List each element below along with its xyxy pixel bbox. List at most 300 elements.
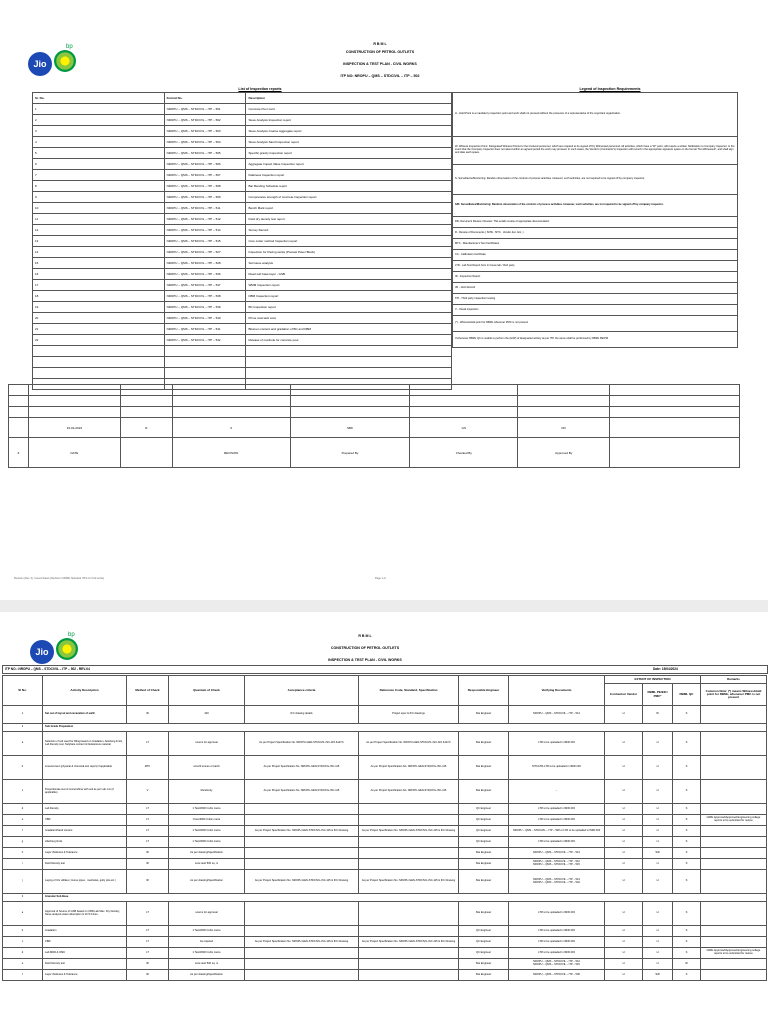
row-responsible: Site Engineer: [459, 780, 509, 804]
row-acceptance: [245, 948, 359, 959]
bp-text-2: bp: [68, 632, 75, 638]
row-reference: [359, 902, 459, 926]
section-title: Sub Grade Preparation: [43, 724, 767, 732]
report-desc: Bench Mark report: [246, 203, 452, 214]
reports-table: [32, 92, 452, 390]
h-reference: Reference Code, Standard, Specification: [359, 676, 459, 706]
row-contractor: H: [605, 937, 643, 948]
h-responsible: Responsible Engineer: [459, 676, 509, 706]
report-row: [33, 313, 452, 324]
report-row-empty: [33, 368, 452, 379]
row-reference: As per Project Specification No. NROPU-GEN-STDCIVIL-ISC-115 & IFC Drawing: [359, 826, 459, 837]
row-rbml-qc: S: [673, 826, 701, 837]
itp-page-2: [0, 612, 768, 1024]
row-rbml-pmc: H: [643, 780, 673, 804]
row-verifying: LTR to be uploaded in IMIR 203: [509, 937, 605, 948]
jio-logo-icon: Jio: [28, 52, 52, 76]
row-acceptance: [245, 902, 359, 926]
row-acceptance: [245, 859, 359, 870]
row-contractor: H: [605, 826, 643, 837]
row-activity: Laying of UG utilities ( Hume pipes , manholes, gully pits etc.): [43, 870, 127, 894]
page-separator: [0, 600, 768, 612]
row-quantum: source for approval: [169, 902, 245, 926]
row-remarks: [701, 926, 767, 937]
row-activity: Approval of Source of GSB based on CBR,Lab Max. Dry Density, Sieve analysis water absorption & 10 % Fines.: [43, 902, 127, 926]
report-row: [33, 269, 452, 280]
col-format: Format No.: [164, 93, 246, 104]
report-row: [33, 170, 452, 181]
row-reference: Project spec & IFC drawings: [359, 706, 459, 724]
row-rbml-qc: S: [673, 756, 701, 780]
row-acceptance: [245, 926, 359, 937]
legend-item: S/R- Surveillance/Monitoring: Random observation of the controls of process activities. However, such activities, are not required to be signed off by company inspector.: [453, 195, 738, 217]
legend-item: V - Visual inspection: [453, 305, 738, 316]
row-acceptance: As per Project Specification No. NROPU-GEN-STDCIVIL-ISC-115 & IFC Drawing: [245, 937, 359, 948]
row-activity: Gradation/Sand content: [43, 826, 127, 837]
plan-title-2: INSPECTION & TEST PLAN - CIVIL WORKS: [328, 658, 402, 662]
report-format: NROPU – QMS – STDCIVIL – ITP – 528: [164, 258, 246, 269]
jio-logo-icon-2: Jio: [30, 640, 54, 664]
row-rbml-pmc: H: [643, 937, 673, 948]
report-row: [33, 324, 452, 335]
rev-h-checked: Checked By: [410, 438, 518, 468]
report-row: [33, 214, 452, 225]
row-rbml-qc: S: [673, 732, 701, 756]
section-row: [3, 894, 767, 902]
row-remarks: [701, 902, 767, 926]
report-desc: Road sub base layer - GSB: [246, 269, 452, 280]
row-responsible: Site Engineer: [459, 870, 509, 894]
report-format: NROPU – QMS – STDCIVIL – ITP – 541: [164, 324, 246, 335]
row-sno: f: [3, 826, 43, 837]
rev-approved: MV: [518, 418, 610, 438]
itp-bar: [2, 665, 768, 674]
rev-date: 15-04-2024: [28, 418, 120, 438]
row-contractor: H: [605, 837, 643, 848]
bp-helios-icon: [54, 50, 76, 72]
row-method: LT: [127, 804, 169, 815]
report-desc: Soil sieve analysis: [246, 258, 452, 269]
row-acceptance: As per Project Specification No. NROPU-GEN-STDCIVIL-ISC-115 & IFC Drawing: [245, 870, 359, 894]
report-desc: WMM Inspection report: [246, 280, 452, 291]
row-sno: b: [3, 926, 43, 937]
row-method: IR: [127, 870, 169, 894]
section-row: [3, 724, 767, 732]
row-reference: [359, 804, 459, 815]
report-format: NROPU – QMS – STDCIVIL – ITP – 542: [164, 335, 246, 346]
row-activity: Lab MDD & OMC: [43, 948, 127, 959]
row-remarks: [701, 970, 767, 981]
row-quantum: 1 Test/3000 Cubic metre: [169, 837, 245, 848]
row-responsible: QC Engineer: [459, 804, 509, 815]
row-rbml-qc: S: [673, 780, 701, 804]
row-rbml-qc: S: [673, 948, 701, 959]
h-remarks-sub: Common Note: (*) means Witness/Hold point for RBML, whenever PMC is not present: [701, 684, 767, 706]
legend-item: (*) - Witness/Hold point for RBML whenever PMC is not present: [453, 316, 738, 332]
report-sr: 7: [33, 170, 165, 181]
row-method: LT: [127, 837, 169, 848]
row-method: LT: [127, 926, 169, 937]
row-activity: Gradation: [43, 926, 127, 937]
row-quantum: As required: [169, 937, 245, 948]
row-activity: Layer thickness & Tolerance: [43, 848, 127, 859]
row-quantum: once/3 tonnes or batch: [169, 756, 245, 780]
row-contractor: H: [605, 859, 643, 870]
itp-row: [3, 848, 767, 859]
row-reference: [359, 848, 459, 859]
h-method: Method of Check: [127, 676, 169, 706]
row-remarks: [701, 756, 767, 780]
row-rbml-pmc: H: [643, 948, 673, 959]
report-desc: Concrete Pour card: [246, 104, 452, 115]
report-sr: 14: [33, 247, 165, 258]
row-contractor: H: [605, 780, 643, 804]
row-method: LT: [127, 732, 169, 756]
row-remarks: NABL Approved/Approved Engineering college reports to be submitted for review.: [701, 948, 767, 959]
report-row: [33, 159, 452, 170]
row-responsible: Site Engineer: [459, 859, 509, 870]
row-acceptance: As per Project Specification No. NROPU-GEN-STDCIVIL-ISC-115: [245, 780, 359, 804]
row-remarks: [701, 959, 767, 970]
report-format: NROPU – QMS – STDCIVIL – ITP – 509: [164, 192, 246, 203]
row-reference: [359, 970, 459, 981]
report-sr: 1: [33, 104, 165, 115]
report-desc: Flakiness Inspection report: [246, 170, 452, 181]
row-method: LT: [127, 937, 169, 948]
legend-item: JR - Joint Record: [453, 283, 738, 294]
legend-item: W- Witness Inspection Point: Designated Witness Points for the Involved personnel, which are required to be signed off by Witnessed personnel. All activities, which have a "W" point, will require a written Notification to Company Inspector. In the event that the Company Inspector does not attend within an agreed period the work may proceed. In such cases, the Vendor's (Contractor's) Inspection will record in the appropriate signature space on the format "Not Witnessed", and shall sign and date each space.: [453, 137, 738, 165]
col-desc: Description: [246, 93, 452, 104]
row-responsible: QC Engineer: [459, 815, 509, 826]
report-desc: Compressive strength of concrete Inspection report: [246, 192, 452, 203]
report-format: NROPU – QMS – STDCIVIL – ITP – 539: [164, 302, 246, 313]
row-activity: Field Density test: [43, 959, 127, 970]
report-sr: 18: [33, 291, 165, 302]
legend-item: DR- Document Review / Review: This entails review of appropriate documentation.: [453, 217, 738, 228]
itp-row: [3, 937, 767, 948]
row-rbml-pmc: H: [643, 837, 673, 848]
row-sno: d: [3, 948, 43, 959]
row-contractor: H: [605, 756, 643, 780]
row-contractor: H: [605, 902, 643, 926]
row-rbml-pmc: H: [643, 815, 673, 826]
row-contractor: H: [605, 804, 643, 815]
row-responsible: Site Engineer: [459, 706, 509, 724]
row-contractor: H: [605, 870, 643, 894]
report-sr: 12: [33, 225, 165, 236]
report-desc: Sieve Analysis Coarse Aggregate report: [246, 126, 452, 137]
rev-h-prepared: Prepared By: [290, 438, 410, 468]
report-row: [33, 181, 452, 192]
row-rbml-qc: S: [673, 970, 701, 981]
report-sr: 6: [33, 159, 165, 170]
legend-item: If whenever RBML QC is unable to perform the (H/W) of designated activity as per ITP, the same shall be performed by RBML PE/PM: [453, 332, 738, 348]
row-rbml-pmc: S/R: [643, 848, 673, 859]
row-rbml-qc: S: [673, 706, 701, 724]
report-desc: DBM Inspection report: [246, 291, 452, 302]
report-desc: Core cutter method Inspection report: [246, 236, 452, 247]
itp-row: [3, 815, 767, 826]
row-rbml-qc: W: [673, 959, 701, 970]
report-format: NROPU – QMS – STDCIVIL – ITP – 514: [164, 225, 246, 236]
row-verifying: LTR to be uploaded in IMIR 203: [509, 732, 605, 756]
h-activity: Activity Description: [43, 676, 127, 706]
row-remarks: [701, 837, 767, 848]
h-verifying: Verifying Documents: [509, 676, 605, 706]
row-remarks: [701, 780, 767, 804]
itp-number: ITP NO: NROPU – QMS – STDCIVIL – ITP – 502: [340, 74, 420, 78]
report-desc: Sieve Analysis Sand Inspection report: [246, 137, 452, 148]
report-sr: 8: [33, 181, 165, 192]
row-quantum: 1 Test/3000 Cubic metre: [169, 826, 245, 837]
report-row: [33, 126, 452, 137]
report-desc: Aggregate Impact Value Inspection report: [246, 159, 452, 170]
row-responsible: Site Engineer: [459, 959, 509, 970]
rev-h-no: #: [9, 438, 29, 468]
row-acceptance: [245, 837, 359, 848]
itp-number-2: ITP NO.: NROPU – QMS – STDCIVIL – ITP – 502 - REV-04: [5, 667, 90, 671]
report-format: NROPU – QMS – STDCIVIL – ITP – 506: [164, 159, 246, 170]
report-sr: 20: [33, 313, 165, 324]
row-sno: a: [3, 902, 43, 926]
project-name: CONSTRUCTION OF PETROL OUTLETS: [345, 50, 415, 54]
legend-item: IR - Inspection Report: [453, 272, 738, 283]
row-rbml-pmc: W: [643, 706, 673, 724]
itp-row: [3, 780, 767, 804]
itp-row: [3, 756, 767, 780]
report-format: NROPU – QMS – STDCIVIL – ITP – 508: [164, 181, 246, 192]
row-quantum: source for approval: [169, 732, 245, 756]
itp-date: Date: 15/04/2024: [653, 667, 678, 671]
col-sr: Sr. No.: [33, 93, 165, 104]
legend-title: Legend of Inspection Requirements: [579, 87, 641, 91]
report-desc: Prime coat tack coat: [246, 313, 452, 324]
row-verifying: LTR to be uploaded in IMIR 203: [509, 948, 605, 959]
itp-row: [3, 948, 767, 959]
report-row: [33, 148, 452, 159]
report-format: NROPU – QMS – STDCIVIL – ITP – 504: [164, 137, 246, 148]
row-method: V: [127, 780, 169, 804]
row-activity: Lime/cement (physical & chemical test report) if applicable: [43, 756, 127, 780]
row-responsible: QC Engineer: [459, 937, 509, 948]
row-acceptance: As per Project Specification No. NROPU-GEN-STDCIVIL-ISC-115 & IFC Drawing: [245, 826, 359, 837]
row-rbml-qc: S: [673, 815, 701, 826]
row-contractor: H: [605, 732, 643, 756]
row-rbml-qc: S: [673, 902, 701, 926]
row-responsible: Site Engineer: [459, 756, 509, 780]
row-method: IR: [127, 848, 169, 859]
row-acceptance: As per Project Specification No. NROPU-GEN-STDCIVIL-ISC-115 &117/1: [245, 732, 359, 756]
itp-row: [3, 732, 767, 756]
row-rbml-pmc: H: [643, 804, 673, 815]
itp-row: [3, 804, 767, 815]
row-verifying: NROPU – QMS – STDCIVIL – ITP – 512 NROPU – QMS – STDCIVIL – ITP – 515: [509, 859, 605, 870]
report-sr: 5: [33, 148, 165, 159]
row-sno: 3: [3, 894, 43, 902]
row-sno: h: [3, 848, 43, 859]
legend-item: LTR - Lab Test Report from in house lab / third party: [453, 261, 738, 272]
row-responsible: Site Engineer: [459, 732, 509, 756]
report-row: [33, 291, 452, 302]
row-rbml-pmc: H: [643, 926, 673, 937]
rev-no: R: [120, 418, 172, 438]
revision-table: [8, 384, 740, 468]
h-sno: Sl No.: [3, 676, 43, 706]
rev-desc: 0: [172, 418, 290, 438]
row-rbml-qc: S: [673, 926, 701, 937]
report-desc: Bitumen content and gradation of BC and DBM: [246, 324, 452, 335]
report-sr: 15: [33, 258, 165, 269]
report-row: [33, 137, 452, 148]
report-format: NROPU – QMS – STDCIVIL – ITP – 527: [164, 247, 246, 258]
row-reference: [359, 948, 459, 959]
h-acceptance: Acceptance criteria: [245, 676, 359, 706]
h-extent: EXTENT OF INSPECTION: [605, 676, 701, 684]
itp-row: [3, 959, 767, 970]
row-remarks: [701, 859, 767, 870]
report-sr: 17: [33, 280, 165, 291]
row-contractor: H: [605, 848, 643, 859]
row-rbml-pmc: H: [643, 902, 673, 926]
row-reference: As per Project Specification No. NROPU-GEN-STDCIVIL-ISC-115 & IFC Drawing: [359, 937, 459, 948]
row-method: IR: [127, 959, 169, 970]
row-quantum: Randomly: [169, 780, 245, 804]
row-contractor: H: [605, 706, 643, 724]
legend-item: TPI - Third party inspection/ testing: [453, 294, 738, 305]
reports-title: List of Inspection reports: [238, 87, 282, 91]
row-rbml-pmc: H: [643, 959, 673, 970]
report-format: NROPU – QMS – STDCIVIL – ITP – 511: [164, 203, 246, 214]
row-reference: [359, 837, 459, 848]
row-reference: [359, 859, 459, 870]
report-sr: 13: [33, 236, 165, 247]
row-method: MTC: [127, 756, 169, 780]
report-desc: Release of manhole for concrete pour: [246, 335, 452, 346]
row-method: LT: [127, 948, 169, 959]
company-name-2: R B M L: [358, 634, 372, 638]
row-rbml-qc: S: [673, 848, 701, 859]
row-rbml-qc: S: [673, 870, 701, 894]
report-format: NROPU – QMS – STDCIVIL – ITP – 501: [164, 104, 246, 115]
row-verifying: NROPU – QMS – STDCIVIL – ITP – 514 NROPU – QMS – STDCIVIL – ITP – 542: [509, 870, 605, 894]
row-reference: [359, 815, 459, 826]
legend-item: CC - Calibration Certificate: [453, 250, 738, 261]
report-sr: 22: [33, 335, 165, 346]
row-acceptance: [245, 959, 359, 970]
rev-h-approved: Approved By: [518, 438, 610, 468]
row-acceptance: [245, 815, 359, 826]
h-rbml-pmc: RBML PE/EIC/ PMC*: [643, 684, 673, 706]
bp-helios-icon-2: [56, 638, 78, 660]
report-format: NROPU – QMS – STDCIVIL – ITP – 540: [164, 313, 246, 324]
row-quantum: As per drawing/Specification: [169, 870, 245, 894]
row-sno: i: [3, 859, 43, 870]
report-desc: Sieve Analysis Inspection report: [246, 115, 452, 126]
row-responsible: QC Engineer: [459, 826, 509, 837]
row-acceptance: [245, 970, 359, 981]
row-verifying: NROPU – QMS – STDCIVIL – ITP – 512 NROPU – QMS – STDCIVIL – ITP – 515: [509, 959, 605, 970]
row-sno: j: [3, 870, 43, 894]
report-row: [33, 280, 452, 291]
legend-item: R - Review of Documents ( SOW , MTC , Vendor doc. Etc..): [453, 228, 738, 239]
row-remarks: [701, 804, 767, 815]
itp-row: [3, 902, 767, 926]
report-sr: 2: [33, 115, 165, 126]
plan-title: INSPECTION & TEST PLAN - CIVIL WORKS: [343, 62, 417, 66]
report-sr: 16: [33, 269, 165, 280]
report-desc: Field dry density test report: [246, 214, 452, 225]
row-contractor: H: [605, 948, 643, 959]
row-verifying: LTR to be uploaded in IMIR 203: [509, 902, 605, 926]
report-format: NROPU – QMS – STDCIVIL – ITP – 505: [164, 148, 246, 159]
row-rbml-pmc: H: [643, 732, 673, 756]
legend-table: [452, 92, 738, 348]
row-sno: c: [3, 937, 43, 948]
row-verifying: NROPU – QMS – STDCIVIL – ITP – 536: [509, 970, 605, 981]
row-activity: Lab Density: [43, 804, 127, 815]
row-activity: Layer thickness & Tolerance: [43, 970, 127, 981]
report-row: [33, 258, 452, 269]
row-acceptance: [245, 804, 359, 815]
row-responsible: Site Engineer: [459, 902, 509, 926]
rev-h-revision: REVISION: [172, 438, 290, 468]
row-sno: d: [3, 804, 43, 815]
row-verifying: LTR to be uploaded in IMIR 203: [509, 837, 605, 848]
h-contractor: Contractor/ Vendor: [605, 684, 643, 706]
report-sr: 11: [33, 214, 165, 225]
row-rbml-pmc: H: [643, 870, 673, 894]
row-sno: b: [3, 756, 43, 780]
row-remarks: [701, 732, 767, 756]
report-desc: Bar Bending Schedule report: [246, 181, 452, 192]
row-rbml-qc: S: [673, 859, 701, 870]
row-contractor: H: [605, 926, 643, 937]
itp-row: [3, 826, 767, 837]
report-row-empty: [33, 357, 452, 368]
row-rbml-pmc: H: [643, 826, 673, 837]
report-row: [33, 192, 452, 203]
row-quantum: As per drawing/Specification: [169, 970, 245, 981]
row-responsible: QC Engineer: [459, 837, 509, 848]
row-remarks: [701, 826, 767, 837]
row-method: IR: [127, 970, 169, 981]
row-reference: As per Project Specification No. NROPU-GEN-STDCIVIL-ISC-115 & IFC Drawing: [359, 870, 459, 894]
report-row: [33, 115, 452, 126]
report-row: [33, 236, 452, 247]
row-remarks: [701, 870, 767, 894]
row-activity: CBR: [43, 815, 127, 826]
row-verifying: NROPU – QMS – STDCIVIL – ITP – 528 or LTR to be uploaded in IMIR 203: [509, 826, 605, 837]
report-desc: BC Inspection report: [246, 302, 452, 313]
report-sr: 19: [33, 302, 165, 313]
row-verifying: NROPU – QMS – STDCIVIL – ITP – 514: [509, 848, 605, 859]
row-responsible: QC Engineer: [459, 948, 509, 959]
itp-row: [3, 706, 767, 724]
row-method: LT: [127, 902, 169, 926]
legend-item: MTC - Manufacturer's Test Certificates: [453, 239, 738, 250]
row-contractor: H: [605, 959, 643, 970]
row-quantum: 100: [169, 706, 245, 724]
row-contractor: H: [605, 815, 643, 826]
row-remarks: [701, 937, 767, 948]
row-sno: e: [3, 959, 43, 970]
row-activity: Atterberg limits: [43, 837, 127, 848]
row-acceptance: IFC drawing details: [245, 706, 359, 724]
row-verifying: LTR to be uploaded in IMIR 203: [509, 804, 605, 815]
row-reference: As per Project Specification No. NROPU-GEN-STDCIVIL-ISC-115: [359, 756, 459, 780]
row-method: LT: [127, 815, 169, 826]
row-contractor: H: [605, 970, 643, 981]
